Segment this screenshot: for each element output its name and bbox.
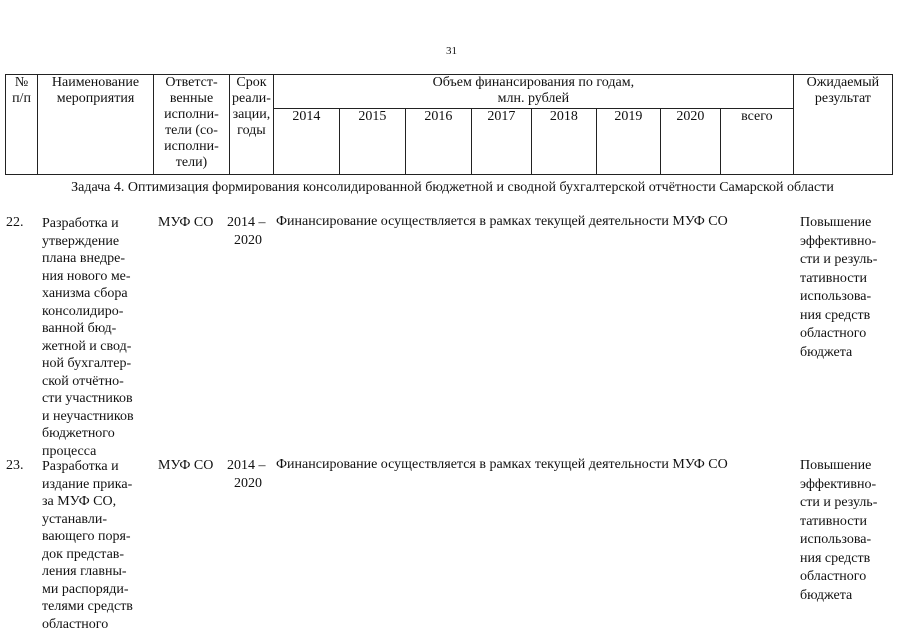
year-2020: 2020 <box>660 109 720 175</box>
header-num: № п/п <box>6 75 38 175</box>
year-2016: 2016 <box>405 109 471 175</box>
year-total: всего <box>720 109 793 175</box>
header-result: Ожидаемый результат <box>793 75 892 175</box>
row-23-result: Повышение эффективно- сти и резуль- тативности использова- ния средств областного бюджета <box>800 458 878 603</box>
year-2019: 2019 <box>596 109 660 175</box>
task-title: Задача 4. Оптимизация формирования консолидированной бюджетной и сводной бухгалтерской отчётности Самарской области <box>71 180 834 195</box>
row-22-responsible: МУФ СО <box>158 215 214 230</box>
row-23-deadline-end: 2020 <box>234 476 262 491</box>
year-2015: 2015 <box>339 109 405 175</box>
row-22-deadline-end: 2020 <box>234 233 262 248</box>
year-2018: 2018 <box>531 109 596 175</box>
row-23-name: Разработка и издание прика- за МУФ СО, устанавли- вающего поря- док представ- ления главны- ми распоряди- телями средств областного <box>42 459 133 632</box>
header-name: Наименование мероприятия <box>38 75 154 175</box>
table-header <box>5 74 893 175</box>
row-23-deadline-start: 2014 – <box>227 458 266 473</box>
row-22-deadline-start: 2014 – <box>227 215 266 230</box>
header-responsible: Ответст-венные исполни-тели (со-исполни-тели) <box>154 75 230 175</box>
year-2017: 2017 <box>471 109 531 175</box>
header-funding-title: Объем финансирования по годам, млн. рублей <box>273 75 793 109</box>
row-23-funding: Финансирование осуществляется в рамках текущей деятельности МУФ СО <box>276 457 728 472</box>
page-number: 31 <box>446 45 457 57</box>
year-2014: 2014 <box>273 109 339 175</box>
row-23-responsible: МУФ СО <box>158 458 214 473</box>
header-deadline: Срок реали-зации, годы <box>230 75 274 175</box>
row-22-num: 22. <box>6 215 24 230</box>
row-22-name: Разработка и утверждение плана внедре- ния нового ме- ханизма сбора консолидиро- ванной бюд- жетной и свод- ной бухгалтер- ской отчётно- сти участников и неучастников бюджетного процесса <box>42 216 134 459</box>
row-22-result: Повышение эффективно- сти и резуль- тативности использова- ния средств областного бюджета <box>800 215 878 360</box>
row-23-num: 23. <box>6 458 24 473</box>
row-22-funding: Финансирование осуществляется в рамках текущей деятельности МУФ СО <box>276 214 728 229</box>
